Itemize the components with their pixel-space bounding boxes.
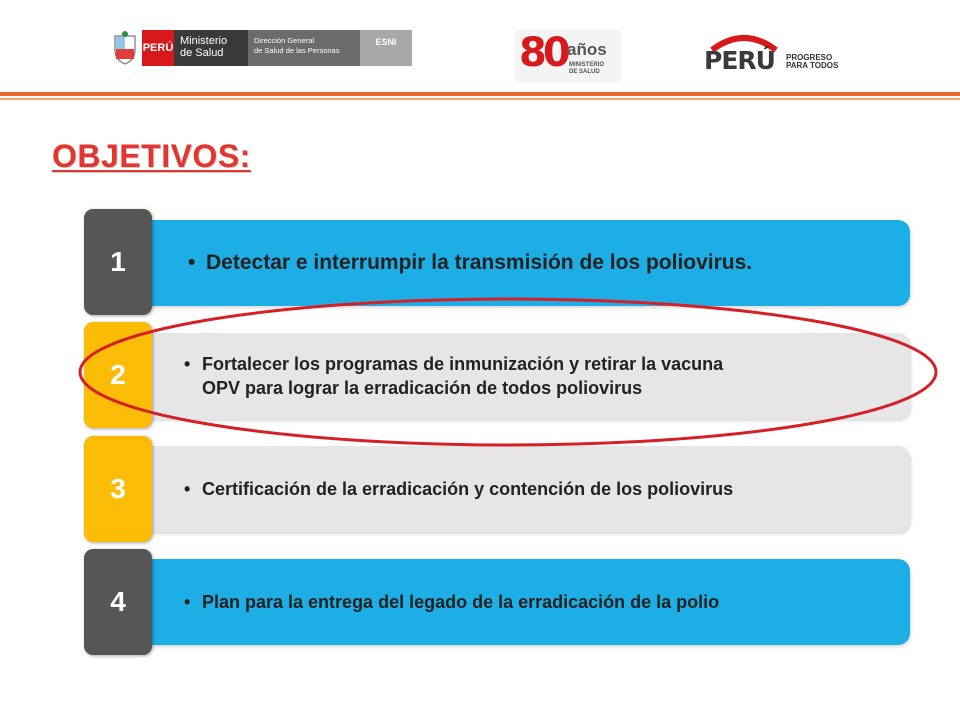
objective-2-text-line2: OPV para lograr la erradicación de todos poliovirus [202,378,643,398]
anniversary-logo [515,30,621,82]
objective-4-text: • Plan para la entrega del legado de la erradicación de la polio [184,592,719,613]
objective-4-number: 4 [84,549,152,655]
peru-tagline-line2: PARA TODOS [786,61,839,70]
objective-1-bar [138,220,910,306]
peru-tagline-line1: PROGRESO [786,53,833,62]
anniversary-word: años [567,40,607,59]
peru-word: PERÚ [704,46,775,75]
minsa-direction-line1: Dirección General [254,36,315,45]
objective-3-number: 3 [84,436,152,542]
anniversary-number: 80 [519,30,567,76]
minsa-ministry [174,30,248,66]
objective-3-bar [138,446,910,532]
objective-4-bar [138,559,910,645]
minsa-direction-line2: de Salud de las Personas [254,46,340,55]
header-divider [0,92,960,96]
minsa-ministry-line1: Ministerio [180,35,228,47]
minsa-direction [248,30,360,66]
objective-2-number: 2 [84,322,152,428]
coat-of-arms-icon [112,30,138,66]
anniversary-sub-line1: MINISTERIO [569,62,605,68]
header-divider-thin [0,98,960,100]
objective-3-text: • Certificación de la erradicación y contención de los poliovirus [184,479,733,500]
peru-progreso-logo [704,32,874,75]
objective-2-bar [138,333,910,419]
minsa-unit: ESNI [360,30,412,66]
minsa-logo [112,30,412,66]
objective-1-number: 1 [84,209,152,315]
minsa-ministry-line2: de Salud [180,47,224,59]
minsa-country: PERÚ [142,30,174,66]
objective-2-text-line1: • Fortalecer los programas de inmunización y retirar la vacuna [202,354,724,374]
anniversary-sub [569,62,604,76]
objective-2-text [184,352,723,400]
objective-1-text: • Detectar e interrumpir la transmisión de los poliovirus. [188,251,752,275]
anniversary-sub-line2: DE SALUD [569,69,600,75]
peru-tagline [786,54,838,70]
page-title: OBJETIVOS: [52,138,251,174]
